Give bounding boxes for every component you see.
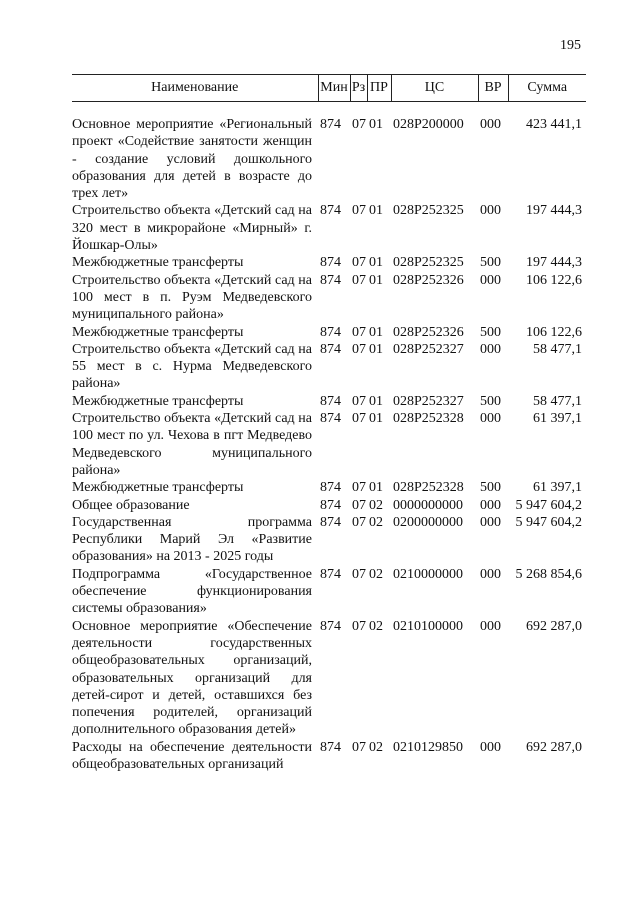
cell-sum: 58 477,1 bbox=[533, 341, 582, 357]
cell-vr: 000 bbox=[480, 514, 501, 530]
cell-sum: 197 444,3 bbox=[526, 203, 582, 219]
cell-pr: 01 bbox=[369, 341, 383, 357]
table-body bbox=[72, 102, 586, 774]
cell-vr: 500 bbox=[480, 393, 501, 409]
cell-cs: 0000000000 bbox=[393, 497, 463, 513]
cell-min: 874 bbox=[320, 272, 341, 288]
cell-rz: 07 bbox=[352, 117, 366, 132]
cell-vr: 000 bbox=[480, 117, 501, 132]
cell-cs: 028P252328 bbox=[393, 411, 464, 427]
cell-cs: 0210129850 bbox=[393, 739, 463, 755]
cell-rz: 07 bbox=[352, 341, 366, 357]
cell-vr: 500 bbox=[480, 255, 501, 271]
table-row bbox=[72, 202, 586, 254]
cell-sum: 692 287,0 bbox=[526, 618, 582, 634]
table-row bbox=[72, 410, 586, 479]
cell-min: 874 bbox=[320, 566, 341, 582]
page-number: 195 bbox=[560, 38, 581, 53]
cell-rz: 07 bbox=[352, 514, 366, 530]
cell-vr: 000 bbox=[480, 272, 501, 288]
cell-min: 874 bbox=[320, 324, 341, 340]
table-row bbox=[72, 393, 586, 410]
cell-sum: 692 287,0 bbox=[526, 739, 582, 755]
table-row bbox=[72, 618, 586, 739]
cell-sum: 197 444,3 bbox=[526, 255, 582, 271]
cell-name: Государственная программа Республики Марий Эл «Развитие образования» на 2013 - 2025 годы bbox=[72, 514, 312, 565]
cell-min: 874 bbox=[320, 341, 341, 357]
cell-name: Подпрограмма «Государственное обеспечение функционирования системы образования» bbox=[72, 566, 312, 617]
table-row bbox=[72, 324, 586, 341]
header-min: Мин bbox=[318, 75, 350, 102]
cell-min: 874 bbox=[320, 514, 341, 530]
cell-pr: 02 bbox=[369, 514, 383, 530]
cell-vr: 000 bbox=[480, 341, 501, 357]
cell-rz: 07 bbox=[352, 393, 366, 409]
cell-sum: 58 477,1 bbox=[533, 393, 582, 409]
cell-name: Межбюджетные трансферты bbox=[72, 324, 244, 340]
cell-sum: 61 397,1 bbox=[533, 480, 582, 496]
cell-sum: 61 397,1 bbox=[533, 411, 582, 427]
cell-pr: 01 bbox=[369, 480, 383, 496]
cell-cs: 028P252327 bbox=[393, 393, 464, 409]
cell-pr: 01 bbox=[369, 393, 383, 409]
cell-rz: 07 bbox=[352, 203, 366, 219]
cell-rz: 07 bbox=[352, 255, 366, 271]
cell-vr: 000 bbox=[480, 203, 501, 219]
cell-pr: 01 bbox=[369, 117, 383, 132]
table-row bbox=[72, 272, 586, 324]
cell-cs: 028P252327 bbox=[393, 341, 464, 357]
cell-name: Строительство объекта «Детский сад на 100 мест по ул. Чехова в пгт Медведево Медведевского муниципального района» bbox=[72, 411, 312, 478]
cell-min: 874 bbox=[320, 739, 341, 755]
cell-pr: 01 bbox=[369, 324, 383, 340]
cell-name: Межбюджетные трансферты bbox=[72, 255, 244, 271]
cell-cs: 028P200000 bbox=[393, 117, 464, 132]
cell-cs: 028P252328 bbox=[393, 480, 464, 496]
cell-min: 874 bbox=[320, 203, 341, 219]
budget-table bbox=[72, 74, 586, 773]
header-name: Наименование bbox=[72, 75, 318, 102]
cell-pr: 02 bbox=[369, 497, 383, 513]
cell-min: 874 bbox=[320, 411, 341, 427]
cell-rz: 07 bbox=[352, 618, 366, 634]
header-spacer bbox=[72, 102, 586, 117]
cell-rz: 07 bbox=[352, 497, 366, 513]
cell-name: Строительство объекта «Детский сад на 320 мест в микрорайоне «Мирный» г. Йошкар-Олы» bbox=[72, 203, 312, 254]
cell-min: 874 bbox=[320, 480, 341, 496]
cell-vr: 500 bbox=[480, 480, 501, 496]
cell-vr: 500 bbox=[480, 324, 501, 340]
cell-pr: 02 bbox=[369, 618, 383, 634]
cell-sum: 5 268 854,6 bbox=[515, 566, 582, 582]
cell-vr: 000 bbox=[480, 739, 501, 755]
table-row bbox=[72, 254, 586, 271]
cell-name: Основное мероприятие «Региональный проект «Содействие занятости женщин - создание условий дошкольного образования для детей в возрасте до трех лет» bbox=[72, 117, 312, 202]
cell-cs: 028P252325 bbox=[393, 255, 464, 271]
cell-rz: 07 bbox=[352, 272, 366, 288]
cell-vr: 000 bbox=[480, 618, 501, 634]
cell-name: Межбюджетные трансферты bbox=[72, 480, 244, 496]
cell-rz: 07 bbox=[352, 480, 366, 496]
cell-rz: 07 bbox=[352, 324, 366, 340]
cell-min: 874 bbox=[320, 255, 341, 271]
table-row bbox=[72, 116, 586, 202]
cell-cs: 0200000000 bbox=[393, 514, 463, 530]
table-row bbox=[72, 479, 586, 496]
cell-rz: 07 bbox=[352, 566, 366, 582]
header-cs: ЦС bbox=[391, 75, 478, 102]
cell-name: Межбюджетные трансферты bbox=[72, 393, 244, 409]
cell-rz: 07 bbox=[352, 739, 366, 755]
cell-vr: 000 bbox=[480, 566, 501, 582]
cell-vr: 000 bbox=[480, 411, 501, 427]
table-row bbox=[72, 739, 586, 774]
cell-pr: 02 bbox=[369, 566, 383, 582]
cell-vr: 000 bbox=[480, 497, 501, 513]
cell-pr: 01 bbox=[369, 411, 383, 427]
cell-cs: 028P252326 bbox=[393, 272, 464, 288]
cell-sum: 5 947 604,2 bbox=[515, 497, 582, 513]
header-sum: Сумма bbox=[508, 75, 586, 102]
cell-pr: 02 bbox=[369, 739, 383, 755]
cell-cs: 028P252326 bbox=[393, 324, 464, 340]
header-pr: ПР bbox=[367, 75, 391, 102]
cell-min: 874 bbox=[320, 497, 341, 513]
cell-name: Расходы на обеспечение деятельности общеобразовательных организаций bbox=[72, 739, 312, 772]
cell-name: Общее образование bbox=[72, 497, 190, 513]
cell-name: Строительство объекта «Детский сад на 55 мест в с. Нурма Медведевского района» bbox=[72, 341, 312, 392]
cell-cs: 028P252325 bbox=[393, 203, 464, 219]
table-row bbox=[72, 566, 586, 618]
cell-min: 874 bbox=[320, 393, 341, 409]
cell-pr: 01 bbox=[369, 203, 383, 219]
cell-cs: 0210000000 bbox=[393, 566, 463, 582]
cell-pr: 01 bbox=[369, 272, 383, 288]
cell-min: 874 bbox=[320, 618, 341, 634]
cell-min: 874 bbox=[320, 117, 341, 132]
cell-name: Строительство объекта «Детский сад на 100 мест в п. Руэм Медведевского муниципального района» bbox=[72, 272, 312, 323]
cell-cs: 0210100000 bbox=[393, 618, 463, 634]
cell-sum: 106 122,6 bbox=[526, 272, 582, 288]
table-row bbox=[72, 341, 586, 393]
cell-rz: 07 bbox=[352, 411, 366, 427]
table-row bbox=[72, 497, 586, 514]
cell-sum: 423 441,1 bbox=[526, 117, 582, 132]
header-vr: ВР bbox=[478, 75, 508, 102]
cell-sum: 5 947 604,2 bbox=[515, 514, 582, 530]
cell-name: Основное мероприятие «Обеспечение деятельности государственных общеобразовательных организаций, образовательных организаций для детей-сирот и детей, оставшихся без попечения родителей, организаций дополнительного образования детей» bbox=[72, 618, 312, 738]
cell-sum: 106 122,6 bbox=[526, 324, 582, 340]
cell-pr: 01 bbox=[369, 255, 383, 271]
header-rz: Рз bbox=[350, 75, 367, 102]
table-row bbox=[72, 514, 586, 566]
table-header-row bbox=[72, 75, 586, 102]
